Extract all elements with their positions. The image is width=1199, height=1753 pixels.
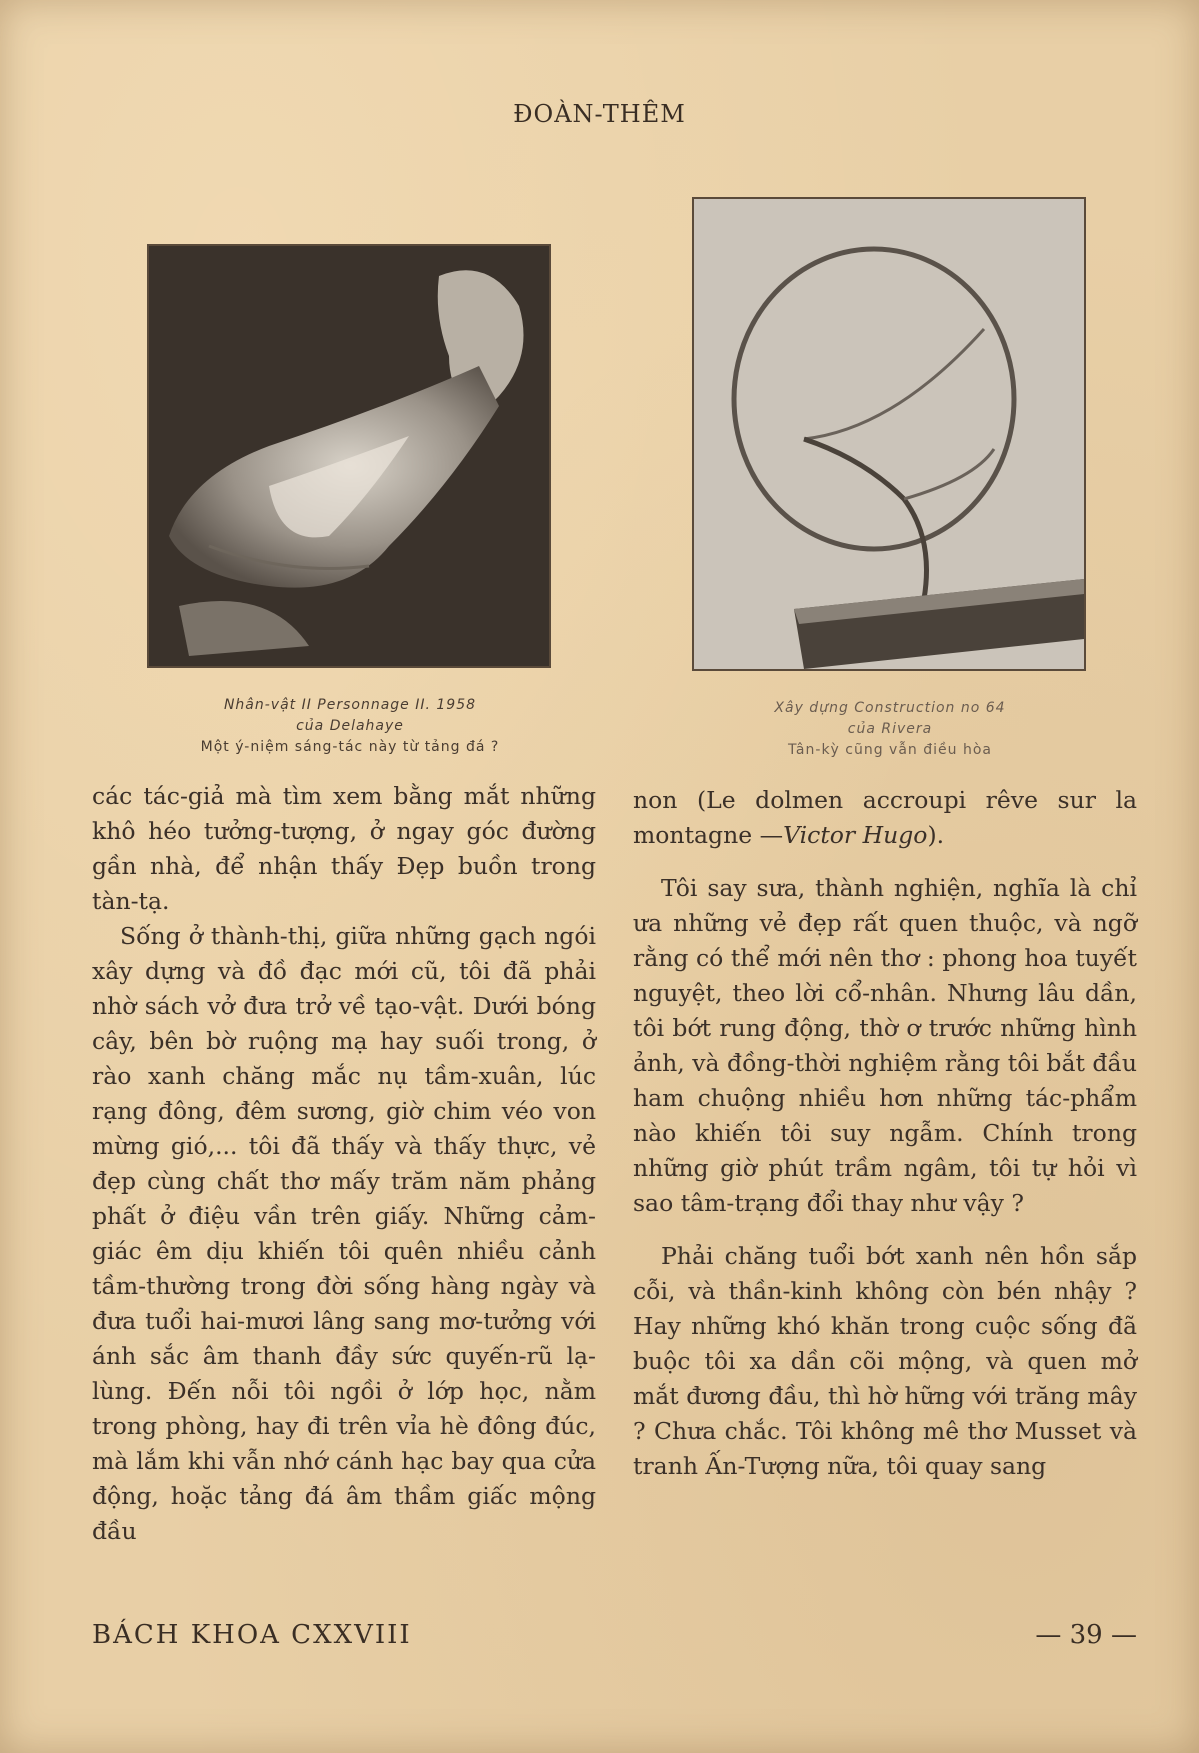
- text-column-left: [92, 779, 596, 1549]
- text-column-right: [633, 783, 1137, 1484]
- right-paragraph-1: [633, 783, 1137, 853]
- running-head: ĐOÀN-THÊM: [513, 100, 686, 128]
- caption-right-line3: Tân-kỳ cũng vẫn điều hòa: [788, 742, 992, 758]
- right-paragraph-2: Tôi say sưa, thành nghiện, nghĩa là chỉ ưa những vẻ đẹp rất quen thuộc, và ngỡ rằng có thể mới nên thơ : phong hoa tuyết nguyệt, theo lời cổ-nhân. Nhưng lâu dần, tôi bớt rung động, thờ ơ trước những hình ảnh, và đồng-thời nghiệm rằng tôi bắt đầu ham chuộng nhiều hơn những tác-phẩm nào khiến tôi suy ngẫm. Chính trong những giờ phút trầm ngâm, tôi tự hỏi vì sao tâm-trạng đổi thay như vậy ?: [633, 874, 1137, 1217]
- figure-caption-right: [700, 698, 1080, 761]
- quoted-author: Victor Hugo: [783, 821, 928, 849]
- right-paragraph-1-text: non (Le dolmen accroupi rêve sur la montagne —: [633, 786, 1137, 849]
- page-number: — 39 —: [1035, 1620, 1137, 1650]
- sculpture-photo-right: [692, 197, 1086, 671]
- figure-caption-left: [130, 695, 570, 758]
- publication-footer: BÁCH KHOA CXXVIII: [92, 1620, 412, 1650]
- caption-left-line2: của Delahaye: [296, 718, 404, 734]
- right-paragraph-1-end: ).: [927, 821, 945, 849]
- caption-left-line1: Nhân-vật II Personnage II. 1958: [223, 697, 477, 713]
- right-paragraph-3: Phải chăng tuổi bớt xanh nên hồn sắp cỗi, và thần-kinh không còn bén nhậy ? Hay những khó khăn trong cuộc sống đã buộc tôi xa dần cõi mộng, và quen mở mắt đương đầu, thì hờ hững với trăng mây ? Chưa chắc. Tôi không mê thơ Musset và tranh Ấn-Tượng nữa, tôi quay sang: [633, 1242, 1137, 1480]
- caption-left-line3: Một ý-niệm sáng-tác này từ tảng đá ?: [200, 739, 500, 755]
- left-paragraph-2: Sống ở thành-thị, giữa những gạch ngói xây dựng và đồ đạc mới cũ, tôi đã phải nhờ sách vở đưa trở về tạo-vật. Dưới bóng cây, bên bờ ruộng mạ hay suối trong, ở rào xanh chăng mắc nụ tầm-xuân, lúc rạng đông, đêm sương, giờ chim véo von mừng gió,... tôi đã thấy và thấy thực, vẻ đẹp cùng chất thơ mấy trăm năm phảng phất ở điệu vần trên giấy. Những cảm-giác êm dịu khiến tôi quên nhiều cảnh tầm-thường trong đời sống hàng ngày và đưa tuổi hai-mươi lâng sang mơ-tưởng với ánh sắc âm thanh đầy sức quyến-rũ lạ-lùng. Đến nỗi tôi ngồi ở lớp học, nằm trong phòng, hay đi trên vỉa hè đông đúc, mà lắm khi vẫn nhớ cánh hạc bay qua cửa động, hoặc tảng đá âm thầm giấc mộng đầu: [92, 922, 596, 1545]
- caption-right-line1: Xây dựng Construction no 64: [774, 700, 1006, 716]
- caption-right-line2: của Rivera: [847, 721, 933, 737]
- sculpture-photo-left: [147, 244, 551, 668]
- left-paragraph-1: các tác-giả mà tìm xem bằng mắt những khô héo tưởng-tượng, ở ngay góc đường gần nhà, để nhận thấy Đẹp buồn trong tàn-tạ.: [92, 782, 596, 915]
